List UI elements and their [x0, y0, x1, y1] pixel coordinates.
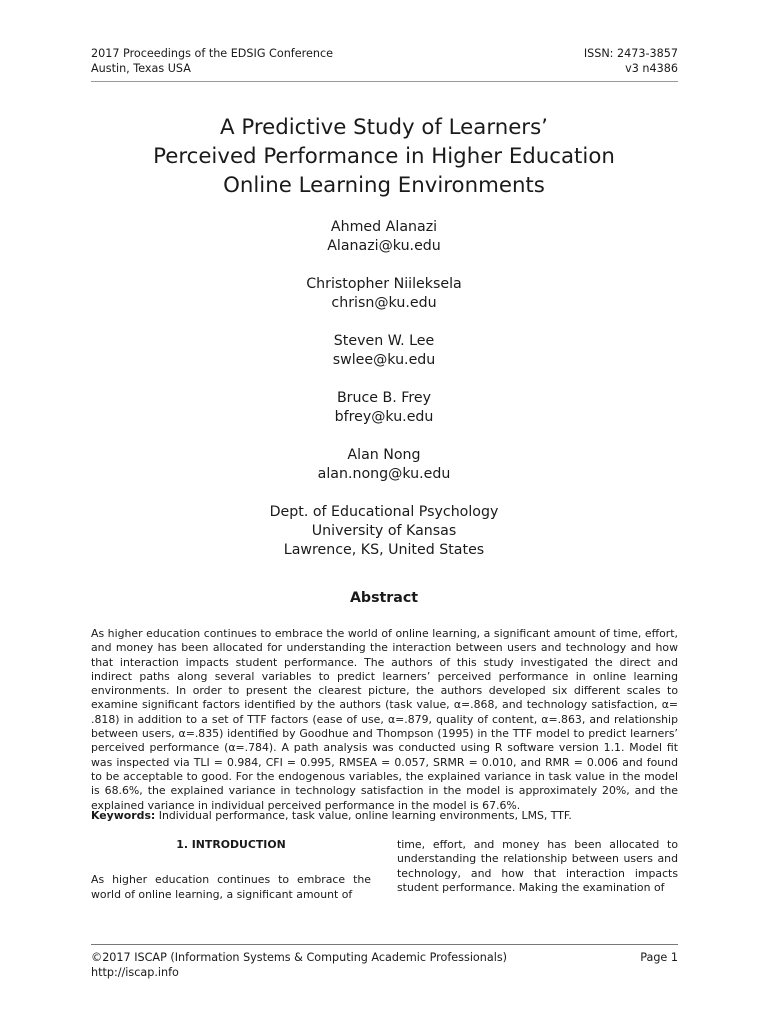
- title-line: A Predictive Study of Learners’: [220, 115, 548, 140]
- author-block: [0, 275, 768, 313]
- issn: ISSN: 2473-3857: [583, 47, 678, 60]
- author-name: Alan Nong: [347, 447, 421, 463]
- author-email: chrisn@ku.edu: [331, 295, 437, 311]
- author-name: Bruce B. Frey: [336, 390, 432, 406]
- author-email: bfrey@ku.edu: [334, 409, 434, 425]
- title-line: Perceived Performance in Higher Education: [153, 144, 615, 169]
- volume-number: v3 n4386: [625, 62, 678, 75]
- author-block: [0, 389, 768, 427]
- affiliation-university: University of Kansas: [311, 523, 457, 539]
- affiliation-dept: Dept. of Educational Psychology: [269, 504, 499, 520]
- author-block: [0, 218, 768, 256]
- author-name: Christopher Niileksela: [306, 276, 462, 292]
- page-number: Page 1: [640, 951, 678, 964]
- author-name: Steven W. Lee: [333, 333, 435, 349]
- keywords-text: Individual performance, task value, online learning environments, LMS, TTF.: [158, 809, 572, 822]
- intro-paragraph-right: time, effort, and money has been allocated to understanding the relationship between users and technology, and how that interaction impacts student performance. Making the examination of: [397, 838, 678, 894]
- abstract-text: As higher education continues to embrace the world of online learning, a significant amount of time, effort, and money has been allocated for understanding the interaction between users and technology and how that interaction impacts student performance. The authors of this study investigated the direct and indirect paths along several variables to predict learners’ perceived performance in online learning environments. In order to present the clearest picture, the authors developed six different scales to examine significant factors identified by the authors (task value, α=.868, and technology satisfaction, α= .818) in addition to a set of TTF factors (ease of use, α=.879, quality of content, α=.863, and relationship between users, α=.835) identified by Goodhue and Thompson (1995) in the TTF model to predict learners’ perceived performance (α=.784). A path analysis was conducted using R software version 1.1. Model fit was inspected via TLI = 0.984, CFI = 0.995, RMSEA = 0.057, SRMR = 0.010, and RMR = 0.006 and found to be acceptable to good. For the endogenous variables, the explained variance in task value in the model is 68.6%, the explained variance in technology satisfaction in the model is approximately 20%, and the explained variance in individual perceived performance in the model is 67.6%.: [91, 627, 678, 812]
- conference-location: Austin, Texas USA: [91, 62, 191, 75]
- footer-rule: [91, 944, 678, 945]
- affiliation: [0, 503, 768, 560]
- section-heading: 1. INTRODUCTION: [176, 838, 286, 851]
- title-line: Online Learning Environments: [223, 173, 545, 198]
- footer-copyright: ©2017 ISCAP (Information Systems & Computing Academic Professionals): [91, 951, 508, 964]
- right-column: [397, 838, 678, 895]
- author-email: swlee@ku.edu: [332, 352, 436, 368]
- conference-name: 2017 Proceedings of the EDSIG Conference: [91, 47, 333, 60]
- author-email: Alanazi@ku.edu: [327, 238, 441, 254]
- author-block: [0, 446, 768, 484]
- header-rule: [91, 81, 678, 82]
- keywords-label: Keywords:: [91, 809, 156, 822]
- author-block: [0, 332, 768, 370]
- keywords: [91, 809, 678, 823]
- intro-paragraph-left: As higher education continues to embrace the world of online learning, a significant amount of: [91, 873, 371, 901]
- author-name: Ahmed Alanazi: [330, 219, 438, 235]
- author-list: [0, 218, 768, 560]
- affiliation-city: Lawrence, KS, United States: [283, 542, 485, 558]
- abstract-heading: Abstract: [349, 590, 419, 606]
- paper-title: [0, 113, 768, 200]
- left-column: [91, 838, 371, 902]
- author-email: alan.nong@ku.edu: [317, 466, 451, 482]
- footer-url: http://iscap.info: [91, 965, 179, 979]
